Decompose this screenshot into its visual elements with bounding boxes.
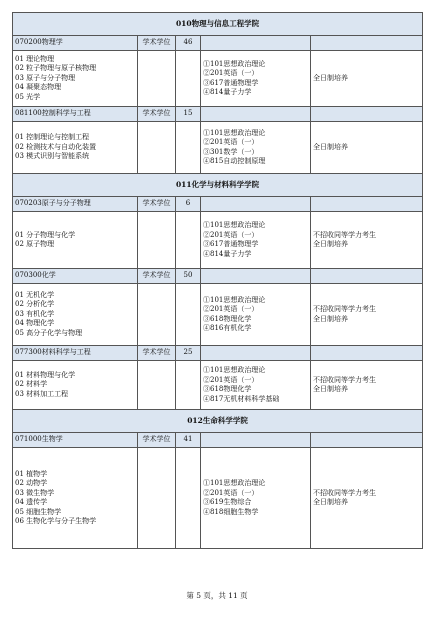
direction-item: 05 细胞生物学 <box>15 507 62 516</box>
research-directions <box>13 361 138 410</box>
major-row <box>13 197 423 212</box>
college-name: 010物理与信息工程学院 <box>13 13 423 36</box>
major-code-name: 070200物理学 <box>13 36 138 51</box>
degree-type: 学术学位 <box>138 346 176 361</box>
remarks <box>311 51 423 107</box>
remark-item: 不招收同等学力考生 <box>313 305 376 313</box>
exam-item: ③617普通物理学 <box>203 78 259 87</box>
major-code-name: 071000生物学 <box>13 433 138 448</box>
exam-item: ①101思想政治理论 <box>203 295 266 304</box>
college-header-row <box>13 410 423 433</box>
exam-item: ④814量子力学 <box>203 249 252 258</box>
research-directions <box>13 284 138 346</box>
major-row <box>13 346 423 361</box>
direction-item: 01 控制理论与控制工程 <box>15 133 90 142</box>
detail-row <box>13 212 423 269</box>
exam-item: ③619生物综合 <box>203 498 252 506</box>
remark-item: 全日制培养 <box>313 142 348 151</box>
direction-item: 05 高分子化学与物理 <box>15 328 83 337</box>
major-code-name: 070203原子与分子物理 <box>13 197 138 212</box>
detail-blank-quota <box>176 284 201 346</box>
enrollment-quota: 50 <box>176 269 201 284</box>
direction-item: 01 植物学 <box>15 469 48 478</box>
direction-item: 04 遗传学 <box>15 498 48 506</box>
direction-item: 02 检测技术与自动化装置 <box>15 142 97 151</box>
detail-row <box>13 361 423 410</box>
exam-item: ①101思想政治理论 <box>203 128 266 137</box>
major-blank-note <box>311 346 423 361</box>
exam-item: ④815自动控制原理 <box>203 157 266 165</box>
program-table <box>12 12 423 549</box>
direction-item: 02 粒子物理与原子核物理 <box>15 64 97 73</box>
exam-item: ②201英语（一） <box>203 488 259 497</box>
direction-item: 02 原子物理 <box>15 240 55 248</box>
direction-item: 02 分析化学 <box>15 300 55 309</box>
major-blank-exam <box>201 107 311 122</box>
research-directions <box>13 122 138 174</box>
major-row <box>13 433 423 448</box>
direction-item: 03 材料加工工程 <box>15 389 69 398</box>
exam-subjects <box>201 122 311 174</box>
page-footer: 第 5 页，共 11 页 <box>186 591 248 600</box>
exam-item: ④814量子力学 <box>203 88 252 96</box>
remarks <box>311 284 423 346</box>
exam-item: ③618物理化学 <box>203 314 252 323</box>
major-code-name: 077300材料科学与工程 <box>13 346 138 361</box>
exam-item: ④818细胞生物学 <box>203 507 259 516</box>
degree-type: 学术学位 <box>138 433 176 448</box>
direction-item: 03 有机化学 <box>15 309 55 318</box>
detail-blank-degree <box>138 51 176 107</box>
detail-blank-quota <box>176 448 201 549</box>
exam-item: ②201英语（一） <box>203 69 259 77</box>
research-directions <box>13 212 138 269</box>
exam-item: ②201英语（一） <box>203 230 259 239</box>
exam-item: ④817无机材料科学基础 <box>203 394 280 403</box>
major-blank-exam <box>201 433 311 448</box>
major-blank-exam <box>201 36 311 51</box>
exam-subjects <box>201 212 311 269</box>
direction-item: 02 材料学 <box>15 380 48 389</box>
exam-subjects <box>201 284 311 346</box>
enrollment-quota: 46 <box>176 36 201 51</box>
remarks <box>311 448 423 549</box>
direction-item: 06 生物化学与分子生物学 <box>15 517 97 525</box>
direction-item: 01 理论物理 <box>15 54 55 63</box>
exam-item: ①101思想政治理论 <box>203 221 266 229</box>
college-header-row <box>13 13 423 36</box>
major-blank-exam <box>201 197 311 212</box>
remark-item: 全日制培养 <box>313 240 348 248</box>
exam-subjects <box>201 448 311 549</box>
exam-item: ②201英语（一） <box>203 305 259 313</box>
remark-item: 全日制培养 <box>313 73 348 82</box>
exam-subjects <box>201 361 311 410</box>
detail-row <box>13 122 423 174</box>
major-blank-note <box>311 107 423 122</box>
research-directions <box>13 448 138 549</box>
remark-item: 不招收同等学力考生 <box>313 488 376 497</box>
degree-type: 学术学位 <box>138 197 176 212</box>
exam-item: ④816有机化学 <box>203 324 252 332</box>
exam-item: ①101思想政治理论 <box>203 366 266 374</box>
detail-blank-degree <box>138 212 176 269</box>
program-table-body <box>13 13 423 549</box>
major-code-name: 070300化学 <box>13 269 138 284</box>
remark-item: 全日制培养 <box>313 385 348 393</box>
direction-item: 03 微生物学 <box>15 488 55 497</box>
major-blank-note <box>311 36 423 51</box>
enrollment-quota: 25 <box>176 346 201 361</box>
major-code-name: 081100控制科学与工程 <box>13 107 138 122</box>
major-blank-note <box>311 269 423 284</box>
direction-item: 02 动物学 <box>15 479 48 487</box>
detail-blank-quota <box>176 361 201 410</box>
detail-row <box>13 284 423 346</box>
direction-item: 01 材料物理与化学 <box>15 370 76 379</box>
major-blank-exam <box>201 346 311 361</box>
enrollment-quota: 15 <box>176 107 201 122</box>
exam-item: ③618物理化学 <box>203 385 252 393</box>
degree-type: 学术学位 <box>138 36 176 51</box>
detail-blank-degree <box>138 448 176 549</box>
exam-item: ②201英语（一） <box>203 138 259 146</box>
detail-blank-degree <box>138 122 176 174</box>
detail-blank-degree <box>138 284 176 346</box>
direction-item: 04 凝聚态物理 <box>15 83 62 92</box>
remarks <box>311 122 423 174</box>
direction-item: 03 原子与分子物理 <box>15 73 76 82</box>
remarks <box>311 361 423 410</box>
exam-item: ①101思想政治理论 <box>203 479 266 487</box>
enrollment-quota: 41 <box>176 433 201 448</box>
remark-item: 不招收同等学力考生 <box>313 230 376 239</box>
college-name: 012生命科学学院 <box>13 410 423 433</box>
degree-type: 学术学位 <box>138 107 176 122</box>
college-name: 011化学与材料科学学院 <box>13 174 423 197</box>
major-row <box>13 107 423 122</box>
detail-blank-quota <box>176 212 201 269</box>
exam-item: ③301数学（一） <box>203 147 259 156</box>
exam-item: ①101思想政治理论 <box>203 59 266 68</box>
remarks <box>311 212 423 269</box>
remark-item: 全日制培养 <box>313 498 348 506</box>
enrollment-quota: 6 <box>176 197 201 212</box>
degree-type: 学术学位 <box>138 269 176 284</box>
direction-item: 01 无机化学 <box>15 290 55 299</box>
exam-item: ②201英语（一） <box>203 375 259 384</box>
exam-subjects <box>201 51 311 107</box>
major-blank-exam <box>201 269 311 284</box>
direction-item: 03 模式识别与智能系统 <box>15 152 90 161</box>
detail-blank-quota <box>176 122 201 174</box>
detail-row <box>13 448 423 549</box>
remark-item: 不招收同等学力考生 <box>313 375 376 384</box>
college-header-row <box>13 174 423 197</box>
detail-blank-degree <box>138 361 176 410</box>
major-blank-note <box>311 433 423 448</box>
major-row <box>13 269 423 284</box>
detail-row <box>13 51 423 107</box>
direction-item: 01 分子物理与化学 <box>15 230 76 239</box>
detail-blank-quota <box>176 51 201 107</box>
major-row <box>13 36 423 51</box>
exam-item: ③617普通物理学 <box>203 240 259 248</box>
research-directions <box>13 51 138 107</box>
direction-item: 04 物理化学 <box>15 319 55 328</box>
major-blank-note <box>311 197 423 212</box>
direction-item: 05 光学 <box>15 92 41 101</box>
remark-item: 全日制培养 <box>313 314 348 323</box>
